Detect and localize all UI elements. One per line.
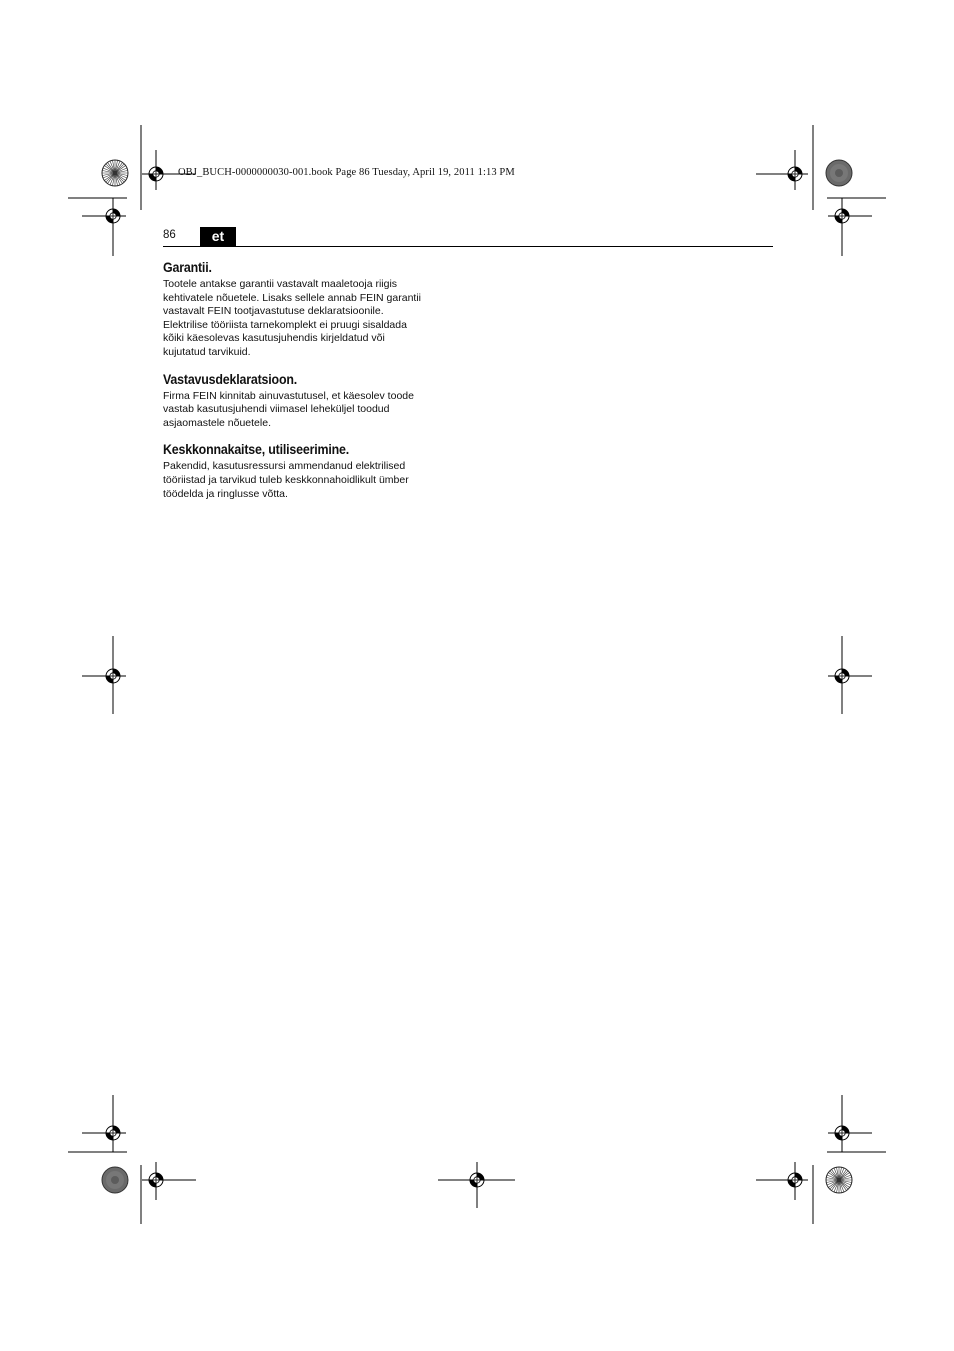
page-number: 86 bbox=[163, 229, 176, 241]
paragraph: Firma FEIN kinnitab ainuvastutusel, et käesolev toode vastab kasutusjuhendi viimasel leheküljel toodud asjaomastele nõuetele. bbox=[163, 389, 414, 429]
section-heading: Keskkonnakaitse, utiliseerimine. bbox=[163, 442, 350, 458]
header-rule bbox=[163, 246, 773, 247]
paragraph: Tootele antakse garantii vastavalt maaletooja riigis kehtivatele nõuetele. Lisaks sellele annab FEIN garantii vastavalt FEIN tootjavastutuse deklaratsioonile. bbox=[163, 278, 421, 318]
section-heading: Garantii. bbox=[163, 260, 212, 275]
paragraph: Elektrilise tööriista tarnekomplekt ei pruugi sisaldada kõiki käesolevas kasutusjuhendis kirjeldatud või kujutatud tarvikuid. bbox=[163, 318, 407, 358]
section-environment bbox=[163, 441, 463, 501]
print-slug: OBJ_BUCH-0000000030-001.book Page 86 Tuesday, April 19, 2011 1:13 PM bbox=[178, 167, 515, 178]
section-heading: Vastavusdeklaratsioon. bbox=[163, 371, 298, 387]
page-content bbox=[163, 259, 463, 512]
section-warranty bbox=[163, 259, 463, 360]
paragraph: Pakendid, kasutusressursi ammendanud elektrilised tööriistad ja tarvikud tuleb keskkonnahoidlikult ümber töödelda ja ringlusse võtta. bbox=[163, 460, 409, 500]
section-conformity bbox=[163, 371, 463, 431]
language-tag: et bbox=[200, 227, 236, 246]
